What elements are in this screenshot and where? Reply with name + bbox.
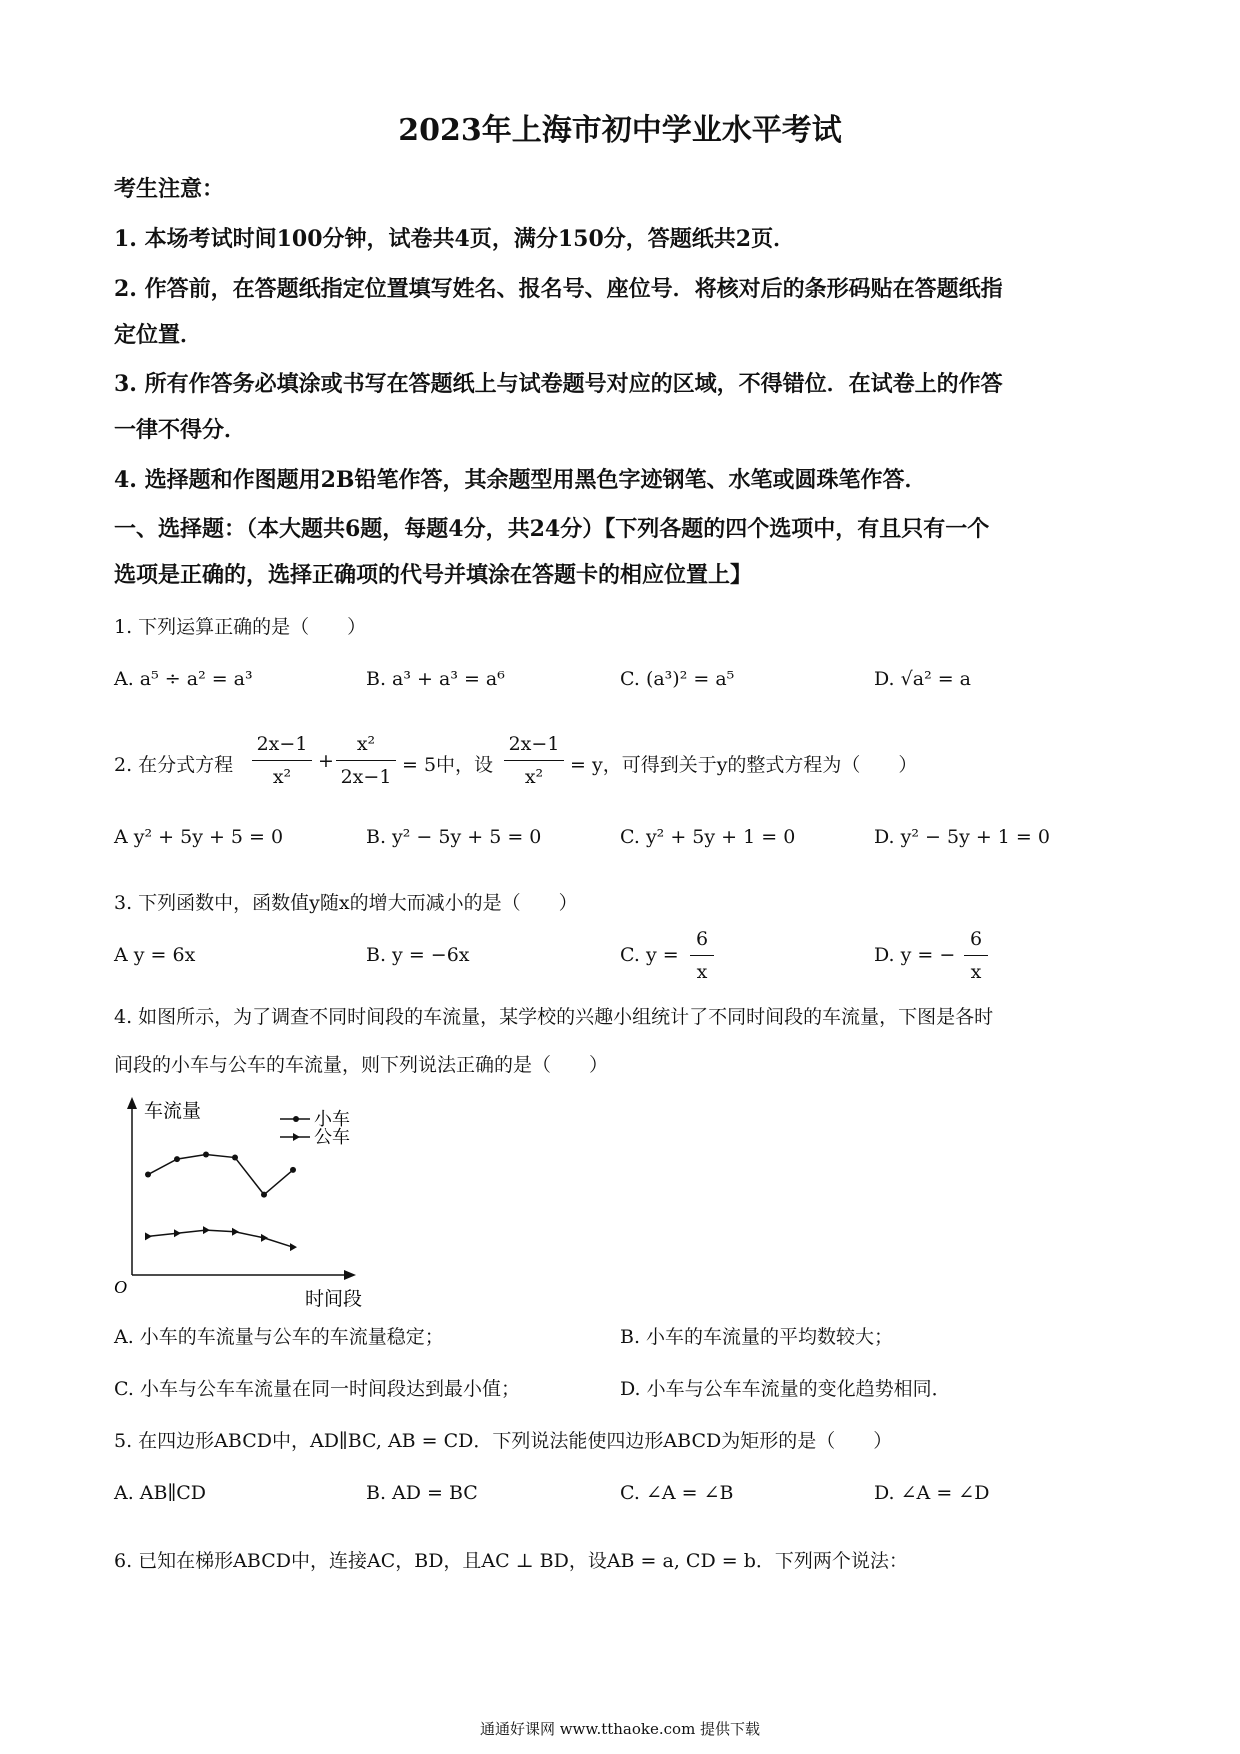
q3-stem: 3. 下列函数中，函数值y随x的增大而减小的是（ ） — [114, 892, 578, 914]
q2-eq5: = 5中，设 — [402, 754, 494, 776]
q2-frac2-num: x² — [356, 733, 376, 755]
q5-stem: 5. 在四边形ABCD中，AD∥BC, AB = CD．下列说法能使四边形ABCD为矩形的是（ ） — [114, 1430, 893, 1452]
q3-option-c-num: 6 — [695, 928, 709, 950]
q3-option-a: A y = 6x — [114, 944, 196, 966]
q4-stem-b: 间段的小车与公车的车流量，则下列说法正确的是（ ） — [114, 1054, 609, 1076]
series-0-point-1 — [174, 1156, 180, 1162]
legend-car-label: 小车 — [314, 1109, 350, 1130]
q2-plus: + — [318, 750, 334, 772]
page-title: 2023年上海市初中学业水平考试 — [398, 113, 842, 148]
q4-option-b: B. 小车的车流量的平均数较大； — [620, 1326, 894, 1348]
notice-2b: 定位置． — [114, 322, 203, 348]
legend-bus-marker — [293, 1133, 300, 1141]
x-axis-arrow-icon — [344, 1270, 356, 1280]
q4-option-c: C. 小车与公车车流量在同一时间段达到最小值； — [114, 1378, 520, 1400]
q2-option-a: A y² + 5y + 5 = 0 — [114, 826, 284, 848]
series-line-1 — [148, 1230, 293, 1247]
q1-option-a: A. a⁵ ÷ a² = a³ — [114, 668, 253, 690]
q3-option-d-bar — [964, 955, 988, 956]
y-axis-arrow-icon — [127, 1097, 137, 1109]
q1-stem: 1. 下列运算正确的是（ ） — [114, 616, 367, 638]
q4-option-a: A. 小车的车流量与公车的车流量稳定； — [114, 1326, 444, 1348]
q2-frac1-num: 2x−1 — [256, 733, 308, 755]
series-0-point-0 — [145, 1172, 151, 1178]
q3-option-d-pre: D. y = − — [874, 944, 956, 966]
traffic-chart — [100, 1095, 390, 1315]
series-1-point-3 — [232, 1228, 239, 1236]
q2-frac2-den: 2x−1 — [340, 766, 392, 788]
notice-1: 1. 本场考试时间100分钟，试卷共4页，满分150分，答题纸共2页． — [114, 226, 796, 252]
q2-frac3-den: x² — [524, 766, 544, 788]
q5-option-c: C. ∠A = ∠B — [620, 1482, 734, 1504]
notice-heading: 考生注意： — [114, 176, 225, 202]
q3-option-c-pre: C. y = — [620, 944, 679, 966]
plot-area — [145, 1151, 297, 1251]
q2-frac2-bar — [336, 760, 396, 761]
series-0-point-5 — [290, 1167, 296, 1173]
origin-label: O — [114, 1277, 127, 1297]
legend-car-marker — [293, 1116, 299, 1122]
q5-option-d: D. ∠A = ∠D — [874, 1482, 990, 1504]
q1-option-c: C. (a³)² = a⁵ — [620, 668, 735, 690]
section1-heading-b: 选项是正确的，选择正确项的代号并填涂在答题卡的相应位置上】 — [114, 562, 753, 588]
series-0-point-3 — [232, 1155, 238, 1161]
q2-option-b: B. y² − 5y + 5 = 0 — [366, 826, 542, 848]
legend-bus-label: 公车 — [314, 1127, 350, 1148]
q2-frac1-bar — [252, 760, 312, 761]
q5-option-a: A. AB∥CD — [114, 1482, 207, 1504]
series-1-point-5 — [290, 1243, 297, 1251]
q2-frac1-den: x² — [272, 766, 292, 788]
series-1-point-2 — [203, 1226, 210, 1234]
q1-option-d: D. √a² = a — [874, 668, 972, 690]
q4-option-d: D. 小车与公车车流量的变化趋势相同． — [620, 1378, 951, 1400]
notice-3a: 3. 所有作答务必填涂或书写在答题纸上与试卷题号对应的区域，不得错位．在试卷上的作答 — [114, 371, 1003, 397]
section1-heading-a: 一、选择题：（本大题共6题，每题4分，共24分）【下列各题的四个选项中，有且只有一个 — [114, 516, 990, 542]
series-0-point-2 — [203, 1151, 209, 1157]
q2-stem-pre: 2. 在分式方程 — [114, 754, 234, 776]
q2-frac3-num: 2x−1 — [508, 733, 560, 755]
notice-3b: 一律不得分． — [114, 417, 247, 443]
notice-2a: 2. 作答前，在答题纸指定位置填写姓名、报名号、座位号．将核对后的条形码贴在答题纸指 — [114, 276, 1003, 302]
series-0-point-4 — [261, 1192, 267, 1198]
q2-option-d: D. y² − 5y + 1 = 0 — [874, 826, 1050, 848]
q3-option-b: B. y = −6x — [366, 944, 470, 966]
series-1-point-1 — [174, 1229, 181, 1237]
page-footer: 通通好课网 www.tthaoke.com 提供下载 — [479, 1720, 761, 1738]
q3-option-c-den: x — [696, 961, 708, 983]
x-axis-label: 时间段 — [305, 1288, 363, 1310]
q4-stem-a: 4. 如图所示，为了调查不同时间段的车流量，某学校的兴趣小组统计了不同时间段的车流量，下图是各时 — [114, 1006, 994, 1028]
series-1-point-4 — [261, 1234, 268, 1242]
q3-option-d-den: x — [970, 961, 982, 983]
q2-stem-post: = y，可得到关于y的整式方程为（ ） — [570, 754, 918, 776]
notice-4: 4. 选择题和作图题用2B铅笔作答，其余题型用黑色字迹钢笔、水笔或圆珠笔作答． — [114, 467, 927, 493]
series-line-0 — [148, 1154, 293, 1194]
q2-frac3-bar — [504, 760, 564, 761]
q2-option-c: C. y² + 5y + 1 = 0 — [620, 826, 796, 848]
q5-option-b: B. AD = BC — [366, 1482, 478, 1504]
q6-stem: 6. 已知在梯形ABCD中，连接AC，BD，且AC ⊥ BD，设AB = a, CD = b．下列两个说法： — [114, 1550, 908, 1572]
series-1-point-0 — [145, 1232, 152, 1240]
y-axis-label: 车流量 — [144, 1100, 202, 1122]
q3-option-c-bar — [690, 955, 714, 956]
q3-option-d-num: 6 — [969, 928, 983, 950]
q1-option-b: B. a³ + a³ = a⁶ — [366, 668, 505, 690]
